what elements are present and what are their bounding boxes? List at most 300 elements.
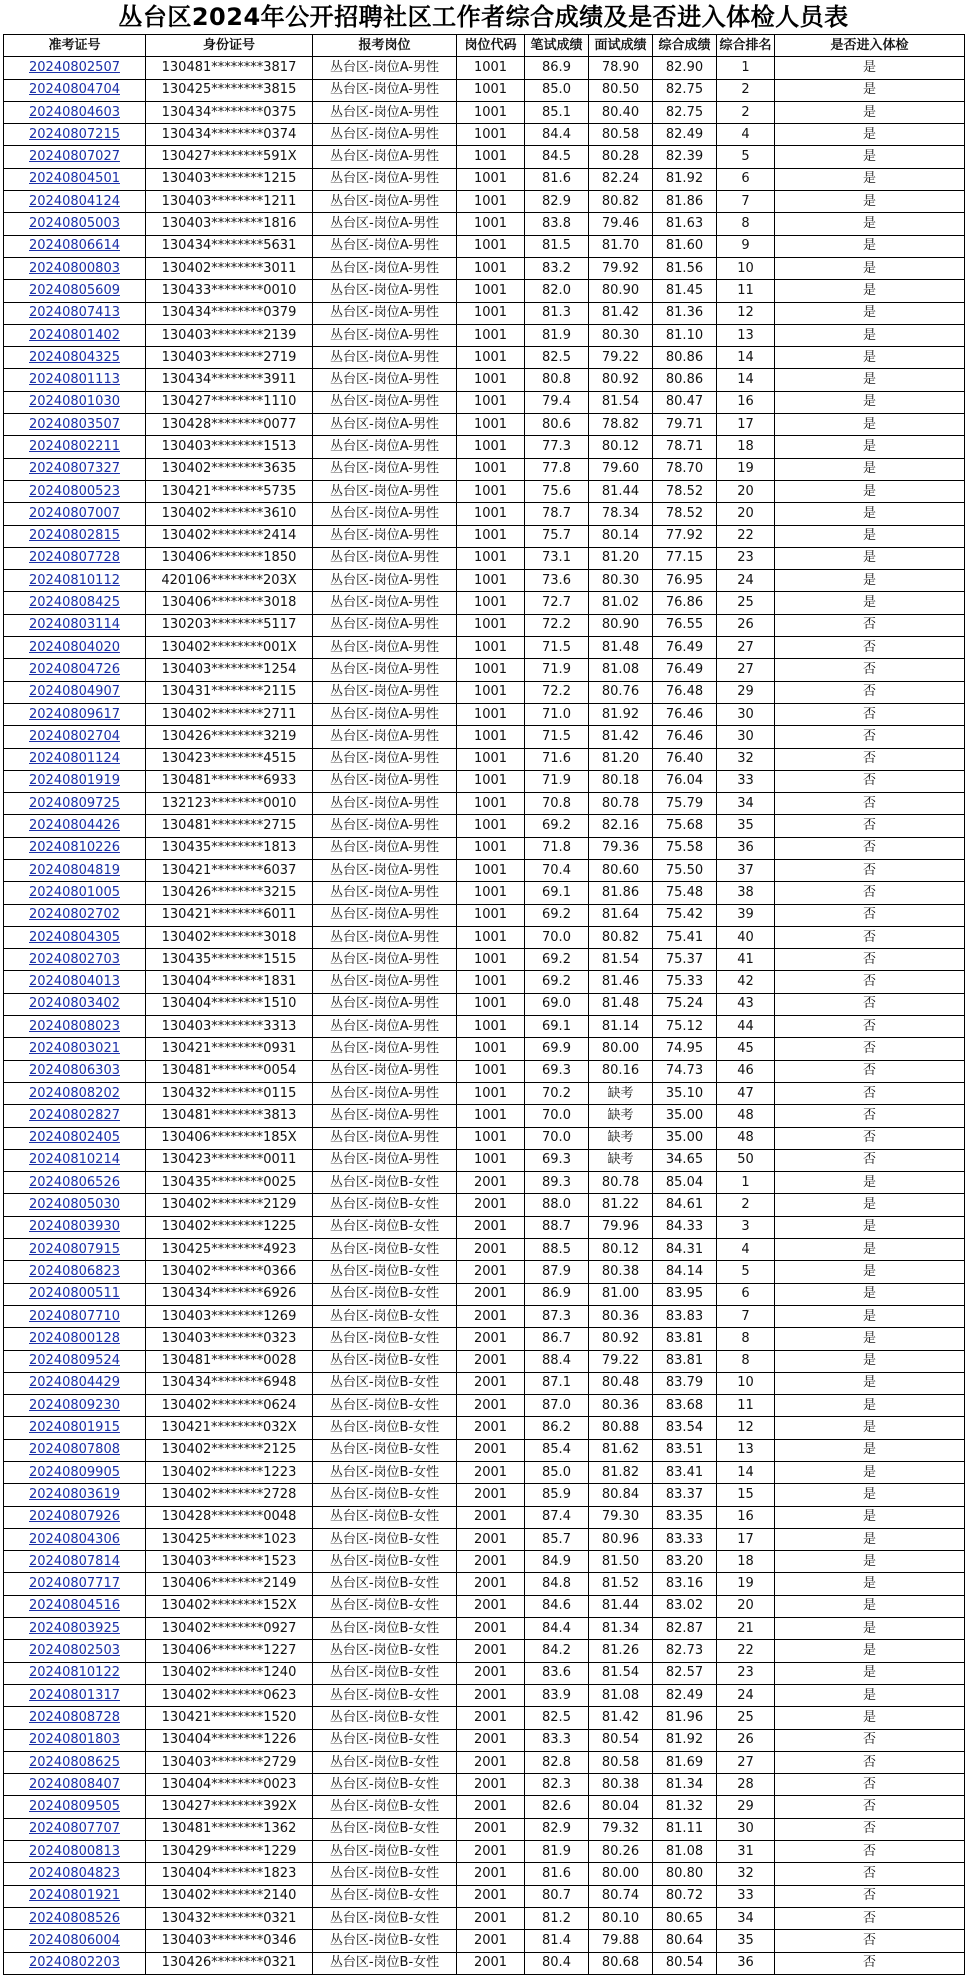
interview-score-cell: 80.78 bbox=[589, 1172, 653, 1194]
id-number-cell: 130406********3018 bbox=[146, 592, 313, 614]
total-score-cell: 78.71 bbox=[653, 436, 717, 458]
exam-id-cell bbox=[4, 57, 146, 79]
position-code-cell: 1001 bbox=[457, 168, 525, 190]
exam-id-link[interactable]: 20240802702 bbox=[29, 907, 120, 923]
position-code-cell: 1001 bbox=[457, 1082, 525, 1104]
physical-exam-cell: 否 bbox=[775, 748, 965, 770]
exam-id-link[interactable]: 20240810214 bbox=[29, 1152, 120, 1168]
written-score-cell: 81.4 bbox=[525, 1930, 589, 1952]
position-code-cell: 2001 bbox=[457, 1662, 525, 1684]
exam-id-link[interactable]: 20240804429 bbox=[29, 1375, 120, 1391]
id-number-cell: 130406********185X bbox=[146, 1127, 313, 1149]
interview-score-cell: 80.18 bbox=[589, 770, 653, 792]
id-number-cell: 130402********1225 bbox=[146, 1216, 313, 1238]
position-cell: 丛台区-岗位A-男性 bbox=[313, 503, 457, 525]
total-score-cell: 83.02 bbox=[653, 1595, 717, 1617]
exam-id-link[interactable]: 20240802405 bbox=[29, 1130, 120, 1146]
exam-id-link[interactable]: 20240802815 bbox=[29, 528, 120, 544]
table-row bbox=[4, 793, 965, 815]
position-cell: 丛台区-岗位B-女性 bbox=[313, 1907, 457, 1929]
interview-score-cell: 80.58 bbox=[589, 1751, 653, 1773]
position-code-cell: 2001 bbox=[457, 1462, 525, 1484]
exam-id-cell bbox=[4, 1105, 146, 1127]
total-score-cell: 82.73 bbox=[653, 1640, 717, 1662]
exam-id-cell bbox=[4, 1395, 146, 1417]
position-cell: 丛台区-岗位A-男性 bbox=[313, 1149, 457, 1171]
exam-id-link[interactable]: 20240807710 bbox=[29, 1308, 120, 1324]
position-code-cell: 1001 bbox=[457, 146, 525, 168]
written-score-cell: 84.2 bbox=[525, 1640, 589, 1662]
exam-id-link[interactable]: 20240804501 bbox=[29, 171, 120, 187]
table-row bbox=[4, 1060, 965, 1082]
exam-id-link[interactable]: 20240807814 bbox=[29, 1553, 120, 1569]
exam-id-link[interactable]: 20240807707 bbox=[29, 1821, 120, 1837]
exam-id-link[interactable]: 20240807327 bbox=[29, 461, 120, 477]
physical-exam-cell: 是 bbox=[775, 191, 965, 213]
written-score-cell: 69.3 bbox=[525, 1149, 589, 1171]
rank-cell: 24 bbox=[717, 1684, 775, 1706]
exam-id-link[interactable]: 20240807215 bbox=[29, 126, 120, 142]
total-score-cell: 76.49 bbox=[653, 659, 717, 681]
physical-exam-cell: 是 bbox=[775, 235, 965, 257]
exam-id-cell bbox=[4, 1484, 146, 1506]
rank-cell: 40 bbox=[717, 926, 775, 948]
exam-id-link[interactable]: 20240808526 bbox=[29, 1910, 120, 1926]
position-code-cell: 1001 bbox=[457, 280, 525, 302]
column-header-exam-id: 准考证号 bbox=[4, 35, 146, 57]
table-row bbox=[4, 770, 965, 792]
position-code-cell: 2001 bbox=[457, 1640, 525, 1662]
interview-score-cell: 80.38 bbox=[589, 1774, 653, 1796]
written-score-cell: 72.2 bbox=[525, 614, 589, 636]
column-header-physical-exam: 是否进入体检 bbox=[775, 35, 965, 57]
table-row bbox=[4, 324, 965, 346]
physical-exam-cell: 否 bbox=[775, 1796, 965, 1818]
total-score-cell: 78.70 bbox=[653, 458, 717, 480]
interview-score-cell: 81.52 bbox=[589, 1573, 653, 1595]
interview-score-cell: 80.36 bbox=[589, 1305, 653, 1327]
total-score-cell: 85.04 bbox=[653, 1172, 717, 1194]
id-number-cell: 130427********392X bbox=[146, 1796, 313, 1818]
position-code-cell: 1001 bbox=[457, 926, 525, 948]
table-row bbox=[4, 681, 965, 703]
position-cell: 丛台区-岗位A-男性 bbox=[313, 837, 457, 859]
exam-id-link[interactable]: 20240804305 bbox=[29, 929, 120, 945]
position-code-cell: 1001 bbox=[457, 882, 525, 904]
total-score-cell: 78.52 bbox=[653, 480, 717, 502]
rank-cell: 45 bbox=[717, 1038, 775, 1060]
id-number-cell: 130402********3610 bbox=[146, 503, 313, 525]
exam-id-cell bbox=[4, 1729, 146, 1751]
column-header-total-score: 综合成绩 bbox=[653, 35, 717, 57]
rank-cell: 26 bbox=[717, 1729, 775, 1751]
total-score-cell: 84.31 bbox=[653, 1239, 717, 1261]
exam-id-link[interactable]: 20240807717 bbox=[29, 1576, 120, 1592]
id-number-cell: 130421********6011 bbox=[146, 904, 313, 926]
table-row bbox=[4, 436, 965, 458]
written-score-cell: 73.1 bbox=[525, 547, 589, 569]
position-cell: 丛台区-岗位A-男性 bbox=[313, 993, 457, 1015]
written-score-cell: 85.1 bbox=[525, 101, 589, 123]
exam-id-link[interactable]: 20240801803 bbox=[29, 1732, 120, 1748]
table-row bbox=[4, 971, 965, 993]
exam-id-link[interactable]: 20240805609 bbox=[29, 282, 120, 298]
position-code-cell: 1001 bbox=[457, 324, 525, 346]
exam-id-link[interactable]: 20240806614 bbox=[29, 238, 120, 254]
exam-id-link[interactable]: 20240801317 bbox=[29, 1687, 120, 1703]
exam-id-link[interactable]: 20240805030 bbox=[29, 1197, 120, 1213]
rank-cell: 7 bbox=[717, 1305, 775, 1327]
exam-id-link[interactable]: 20240802704 bbox=[29, 728, 120, 744]
exam-id-link[interactable]: 20240807728 bbox=[29, 550, 120, 566]
position-code-cell: 1001 bbox=[457, 213, 525, 235]
total-score-cell: 75.48 bbox=[653, 882, 717, 904]
table-row bbox=[4, 1462, 965, 1484]
table-row bbox=[4, 1239, 965, 1261]
exam-id-link[interactable]: 20240808023 bbox=[29, 1018, 120, 1034]
id-number-cell: 130403********0323 bbox=[146, 1328, 313, 1350]
position-code-cell: 1001 bbox=[457, 748, 525, 770]
total-score-cell: 77.92 bbox=[653, 525, 717, 547]
id-number-cell: 130406********1227 bbox=[146, 1640, 313, 1662]
exam-id-link[interactable]: 20240802703 bbox=[29, 951, 120, 967]
exam-id-link[interactable]: 20240800813 bbox=[29, 1843, 120, 1859]
exam-id-cell bbox=[4, 1863, 146, 1885]
id-number-cell: 130481********6933 bbox=[146, 770, 313, 792]
exam-id-link[interactable]: 20240802827 bbox=[29, 1107, 120, 1123]
id-number-cell: 130435********1515 bbox=[146, 949, 313, 971]
physical-exam-cell: 是 bbox=[775, 1305, 965, 1327]
table-row bbox=[4, 726, 965, 748]
exam-id-cell bbox=[4, 1573, 146, 1595]
total-score-cell: 75.12 bbox=[653, 1016, 717, 1038]
rank-cell: 20 bbox=[717, 503, 775, 525]
position-code-cell: 2001 bbox=[457, 1818, 525, 1840]
exam-id-link[interactable]: 20240809905 bbox=[29, 1464, 120, 1480]
rank-cell: 23 bbox=[717, 1662, 775, 1684]
id-number-cell: 130403********1215 bbox=[146, 168, 313, 190]
written-score-cell: 80.6 bbox=[525, 414, 589, 436]
interview-score-cell: 80.28 bbox=[589, 146, 653, 168]
written-score-cell: 88.7 bbox=[525, 1216, 589, 1238]
written-score-cell: 69.2 bbox=[525, 971, 589, 993]
table-row bbox=[4, 1952, 965, 1974]
written-score-cell: 84.9 bbox=[525, 1551, 589, 1573]
rank-cell: 34 bbox=[717, 793, 775, 815]
position-cell: 丛台区-岗位A-男性 bbox=[313, 547, 457, 569]
exam-id-link[interactable]: 20240806823 bbox=[29, 1263, 120, 1279]
exam-id-link[interactable]: 20240803619 bbox=[29, 1486, 120, 1502]
exam-id-cell bbox=[4, 1372, 146, 1394]
position-code-cell: 2001 bbox=[457, 1506, 525, 1528]
interview-score-cell: 79.36 bbox=[589, 837, 653, 859]
interview-score-cell: 78.82 bbox=[589, 414, 653, 436]
position-cell: 丛台区-岗位A-男性 bbox=[313, 124, 457, 146]
written-score-cell: 70.0 bbox=[525, 1105, 589, 1127]
total-score-cell: 82.87 bbox=[653, 1618, 717, 1640]
exam-id-link[interactable]: 20240800511 bbox=[29, 1286, 120, 1302]
interview-score-cell: 80.58 bbox=[589, 124, 653, 146]
physical-exam-cell: 否 bbox=[775, 1127, 965, 1149]
id-number-cell: 130402********2125 bbox=[146, 1439, 313, 1461]
exam-id-link[interactable]: 20240802211 bbox=[29, 438, 120, 454]
exam-id-link[interactable]: 20240803021 bbox=[29, 1041, 120, 1056]
exam-id-link[interactable]: 20240805003 bbox=[29, 216, 120, 232]
id-number-cell: 130426********3219 bbox=[146, 726, 313, 748]
rank-cell: 19 bbox=[717, 458, 775, 480]
position-code-cell: 2001 bbox=[457, 1707, 525, 1729]
rank-cell: 14 bbox=[717, 1462, 775, 1484]
exam-id-link[interactable]: 20240806303 bbox=[29, 1063, 120, 1079]
interview-score-cell: 80.16 bbox=[589, 1060, 653, 1082]
exam-id-cell bbox=[4, 302, 146, 324]
interview-score-cell: 81.26 bbox=[589, 1640, 653, 1662]
interview-score-cell: 80.12 bbox=[589, 436, 653, 458]
exam-id-link[interactable]: 20240802507 bbox=[29, 59, 120, 75]
exam-id-link[interactable]: 20240802503 bbox=[29, 1643, 120, 1659]
exam-id-link[interactable]: 20240804907 bbox=[29, 684, 120, 700]
exam-id-link[interactable]: 20240803402 bbox=[29, 996, 120, 1012]
position-code-cell: 2001 bbox=[457, 1796, 525, 1818]
rank-cell: 9 bbox=[717, 235, 775, 257]
interview-score-cell: 80.82 bbox=[589, 191, 653, 213]
exam-id-cell bbox=[4, 1684, 146, 1706]
id-number-cell: 130425********4923 bbox=[146, 1239, 313, 1261]
exam-id-link[interactable]: 20240807027 bbox=[29, 149, 120, 165]
exam-id-link[interactable]: 20240801124 bbox=[29, 751, 120, 767]
exam-id-link[interactable]: 20240807413 bbox=[29, 305, 120, 321]
rank-cell: 50 bbox=[717, 1149, 775, 1171]
written-score-cell: 70.0 bbox=[525, 926, 589, 948]
exam-id-link[interactable]: 20240804823 bbox=[29, 1865, 120, 1881]
exam-id-link[interactable]: 20240806526 bbox=[29, 1174, 120, 1190]
interview-score-cell: 80.92 bbox=[589, 1328, 653, 1350]
exam-id-link[interactable]: 20240801113 bbox=[29, 372, 120, 388]
interview-score-cell: 81.48 bbox=[589, 993, 653, 1015]
exam-id-cell bbox=[4, 726, 146, 748]
rank-cell: 13 bbox=[717, 1439, 775, 1461]
table-row bbox=[4, 57, 965, 79]
interview-score-cell: 81.42 bbox=[589, 302, 653, 324]
exam-id-link[interactable]: 20240806004 bbox=[29, 1932, 120, 1948]
exam-id-cell bbox=[4, 547, 146, 569]
exam-id-link[interactable]: 20240810122 bbox=[29, 1665, 120, 1681]
exam-id-link[interactable]: 20240800128 bbox=[29, 1330, 120, 1346]
position-cell: 丛台区-岗位A-男性 bbox=[313, 414, 457, 436]
position-code-cell: 2001 bbox=[457, 1729, 525, 1751]
written-score-cell: 80.4 bbox=[525, 1952, 589, 1974]
exam-id-link[interactable]: 20240802203 bbox=[29, 1955, 120, 1971]
written-score-cell: 82.3 bbox=[525, 1774, 589, 1796]
position-cell: 丛台区-岗位B-女性 bbox=[313, 1216, 457, 1238]
exam-id-link[interactable]: 20240801921 bbox=[29, 1888, 120, 1904]
position-code-cell: 1001 bbox=[457, 1149, 525, 1171]
id-number-cell: 130425********3815 bbox=[146, 79, 313, 101]
total-score-cell: 82.75 bbox=[653, 101, 717, 123]
total-score-cell: 83.33 bbox=[653, 1528, 717, 1550]
interview-score-cell: 缺考 bbox=[589, 1105, 653, 1127]
position-cell: 丛台区-岗位A-男性 bbox=[313, 904, 457, 926]
physical-exam-cell: 是 bbox=[775, 1707, 965, 1729]
id-number-cell: 130402********2711 bbox=[146, 703, 313, 725]
exam-id-link[interactable]: 20240800523 bbox=[29, 483, 120, 499]
total-score-cell: 75.41 bbox=[653, 926, 717, 948]
exam-id-link[interactable]: 20240808202 bbox=[29, 1085, 120, 1101]
interview-score-cell: 80.38 bbox=[589, 1261, 653, 1283]
id-number-cell: 130404********1823 bbox=[146, 1863, 313, 1885]
position-code-cell: 1001 bbox=[457, 191, 525, 213]
written-score-cell: 72.7 bbox=[525, 592, 589, 614]
exam-id-link[interactable]: 20240803507 bbox=[29, 416, 120, 432]
rank-cell: 1 bbox=[717, 57, 775, 79]
exam-id-link[interactable]: 20240807808 bbox=[29, 1442, 120, 1458]
table-row bbox=[4, 79, 965, 101]
total-score-cell: 81.10 bbox=[653, 324, 717, 346]
position-code-cell: 2001 bbox=[457, 1841, 525, 1863]
total-score-cell: 80.54 bbox=[653, 1952, 717, 1974]
id-number-cell: 130434********0375 bbox=[146, 101, 313, 123]
exam-id-link[interactable]: 20240801030 bbox=[29, 394, 120, 410]
id-number-cell: 130481********3817 bbox=[146, 57, 313, 79]
id-number-cell: 130403********3313 bbox=[146, 1016, 313, 1038]
written-score-cell: 83.8 bbox=[525, 213, 589, 235]
exam-id-link[interactable]: 20240804819 bbox=[29, 862, 120, 878]
exam-id-cell bbox=[4, 637, 146, 659]
exam-id-cell bbox=[4, 748, 146, 770]
exam-id-link[interactable]: 20240804325 bbox=[29, 349, 120, 365]
exam-id-link[interactable]: 20240807007 bbox=[29, 505, 120, 521]
physical-exam-cell: 是 bbox=[775, 347, 965, 369]
exam-id-cell bbox=[4, 1662, 146, 1684]
position-cell: 丛台区-岗位A-男性 bbox=[313, 793, 457, 815]
position-cell: 丛台区-岗位B-女性 bbox=[313, 1952, 457, 1974]
id-number-cell: 130481********0054 bbox=[146, 1060, 313, 1082]
exam-id-link[interactable]: 20240810112 bbox=[29, 572, 120, 588]
exam-id-link[interactable]: 20240809230 bbox=[29, 1397, 120, 1413]
exam-id-link[interactable]: 20240809505 bbox=[29, 1799, 120, 1815]
id-number-cell: 130421********1520 bbox=[146, 1707, 313, 1729]
rank-cell: 31 bbox=[717, 1841, 775, 1863]
rank-cell: 2 bbox=[717, 1194, 775, 1216]
total-score-cell: 83.79 bbox=[653, 1372, 717, 1394]
interview-score-cell: 81.46 bbox=[589, 971, 653, 993]
exam-id-link[interactable]: 20240801005 bbox=[29, 884, 120, 900]
position-code-cell: 1001 bbox=[457, 971, 525, 993]
physical-exam-cell: 否 bbox=[775, 1149, 965, 1171]
total-score-cell: 82.49 bbox=[653, 1684, 717, 1706]
position-cell: 丛台区-岗位A-男性 bbox=[313, 815, 457, 837]
exam-id-link[interactable]: 20240809725 bbox=[29, 795, 120, 811]
rank-cell: 29 bbox=[717, 1796, 775, 1818]
total-score-cell: 79.71 bbox=[653, 414, 717, 436]
position-cell: 丛台区-岗位A-男性 bbox=[313, 369, 457, 391]
written-score-cell: 82.8 bbox=[525, 1751, 589, 1773]
exam-id-link[interactable]: 20240804603 bbox=[29, 104, 120, 120]
exam-id-link[interactable]: 20240807915 bbox=[29, 1241, 120, 1257]
rank-cell: 41 bbox=[717, 949, 775, 971]
position-cell: 丛台区-岗位A-男性 bbox=[313, 436, 457, 458]
interview-score-cell: 80.00 bbox=[589, 1038, 653, 1060]
exam-id-link[interactable]: 20240804726 bbox=[29, 661, 120, 677]
rank-cell: 44 bbox=[717, 1016, 775, 1038]
written-score-cell: 88.0 bbox=[525, 1194, 589, 1216]
exam-id-link[interactable]: 20240808425 bbox=[29, 595, 120, 611]
position-cell: 丛台区-岗位A-男性 bbox=[313, 592, 457, 614]
position-cell: 丛台区-岗位B-女性 bbox=[313, 1930, 457, 1952]
physical-exam-cell: 是 bbox=[775, 1172, 965, 1194]
interview-score-cell: 82.16 bbox=[589, 815, 653, 837]
id-number-cell: 130402********0623 bbox=[146, 1684, 313, 1706]
exam-id-cell bbox=[4, 1595, 146, 1617]
interview-score-cell: 80.26 bbox=[589, 1841, 653, 1863]
total-score-cell: 82.90 bbox=[653, 57, 717, 79]
exam-id-link[interactable]: 20240807926 bbox=[29, 1509, 120, 1525]
written-score-cell: 87.3 bbox=[525, 1305, 589, 1327]
exam-id-link[interactable]: 20240804013 bbox=[29, 974, 120, 990]
id-number-cell: 130402********1223 bbox=[146, 1462, 313, 1484]
exam-id-cell bbox=[4, 124, 146, 146]
score-table bbox=[3, 34, 965, 1975]
exam-id-cell bbox=[4, 837, 146, 859]
position-code-cell: 1001 bbox=[457, 993, 525, 1015]
exam-id-link[interactable]: 20240804124 bbox=[29, 193, 120, 209]
exam-id-link[interactable]: 20240801919 bbox=[29, 773, 120, 789]
exam-id-link[interactable]: 20240809617 bbox=[29, 706, 120, 722]
exam-id-link[interactable]: 20240809524 bbox=[29, 1353, 120, 1369]
physical-exam-cell: 是 bbox=[775, 1417, 965, 1439]
column-header-position: 报考岗位 bbox=[313, 35, 457, 57]
exam-id-cell bbox=[4, 1952, 146, 1974]
exam-id-link[interactable]: 20240804020 bbox=[29, 639, 120, 655]
exam-id-link[interactable]: 20240804704 bbox=[29, 82, 120, 98]
exam-id-link[interactable]: 20240801915 bbox=[29, 1420, 120, 1436]
table-row bbox=[4, 1016, 965, 1038]
physical-exam-cell: 否 bbox=[775, 793, 965, 815]
written-score-cell: 85.4 bbox=[525, 1439, 589, 1461]
physical-exam-cell: 否 bbox=[775, 703, 965, 725]
table-row bbox=[4, 1082, 965, 1104]
exam-id-link[interactable]: 20240808407 bbox=[29, 1776, 120, 1792]
exam-id-cell bbox=[4, 191, 146, 213]
exam-id-link[interactable]: 20240803925 bbox=[29, 1620, 120, 1636]
interview-score-cell: 缺考 bbox=[589, 1127, 653, 1149]
position-cell: 丛台区-岗位A-男性 bbox=[313, 213, 457, 235]
id-number-cell: 130402********001X bbox=[146, 637, 313, 659]
exam-id-link[interactable]: 20240800803 bbox=[29, 260, 120, 276]
rank-cell: 20 bbox=[717, 1595, 775, 1617]
total-score-cell: 80.72 bbox=[653, 1885, 717, 1907]
rank-cell: 8 bbox=[717, 1328, 775, 1350]
exam-id-link[interactable]: 20240804426 bbox=[29, 818, 120, 834]
exam-id-link[interactable]: 20240803114 bbox=[29, 617, 120, 633]
id-number-cell: 130432********0115 bbox=[146, 1082, 313, 1104]
rank-cell: 13 bbox=[717, 324, 775, 346]
position-cell: 丛台区-岗位B-女性 bbox=[313, 1662, 457, 1684]
exam-id-link[interactable]: 20240801402 bbox=[29, 327, 120, 343]
table-row bbox=[4, 1149, 965, 1171]
exam-id-link[interactable]: 20240808625 bbox=[29, 1754, 120, 1770]
exam-id-link[interactable]: 20240804516 bbox=[29, 1598, 120, 1614]
exam-id-cell bbox=[4, 1462, 146, 1484]
exam-id-link[interactable]: 20240804306 bbox=[29, 1531, 120, 1547]
rank-cell: 20 bbox=[717, 480, 775, 502]
rank-cell: 12 bbox=[717, 1417, 775, 1439]
exam-id-link[interactable]: 20240810226 bbox=[29, 840, 120, 856]
exam-id-link[interactable]: 20240808728 bbox=[29, 1709, 120, 1725]
exam-id-link[interactable]: 20240803930 bbox=[29, 1219, 120, 1235]
written-score-cell: 78.7 bbox=[525, 503, 589, 525]
total-score-cell: 83.54 bbox=[653, 1417, 717, 1439]
